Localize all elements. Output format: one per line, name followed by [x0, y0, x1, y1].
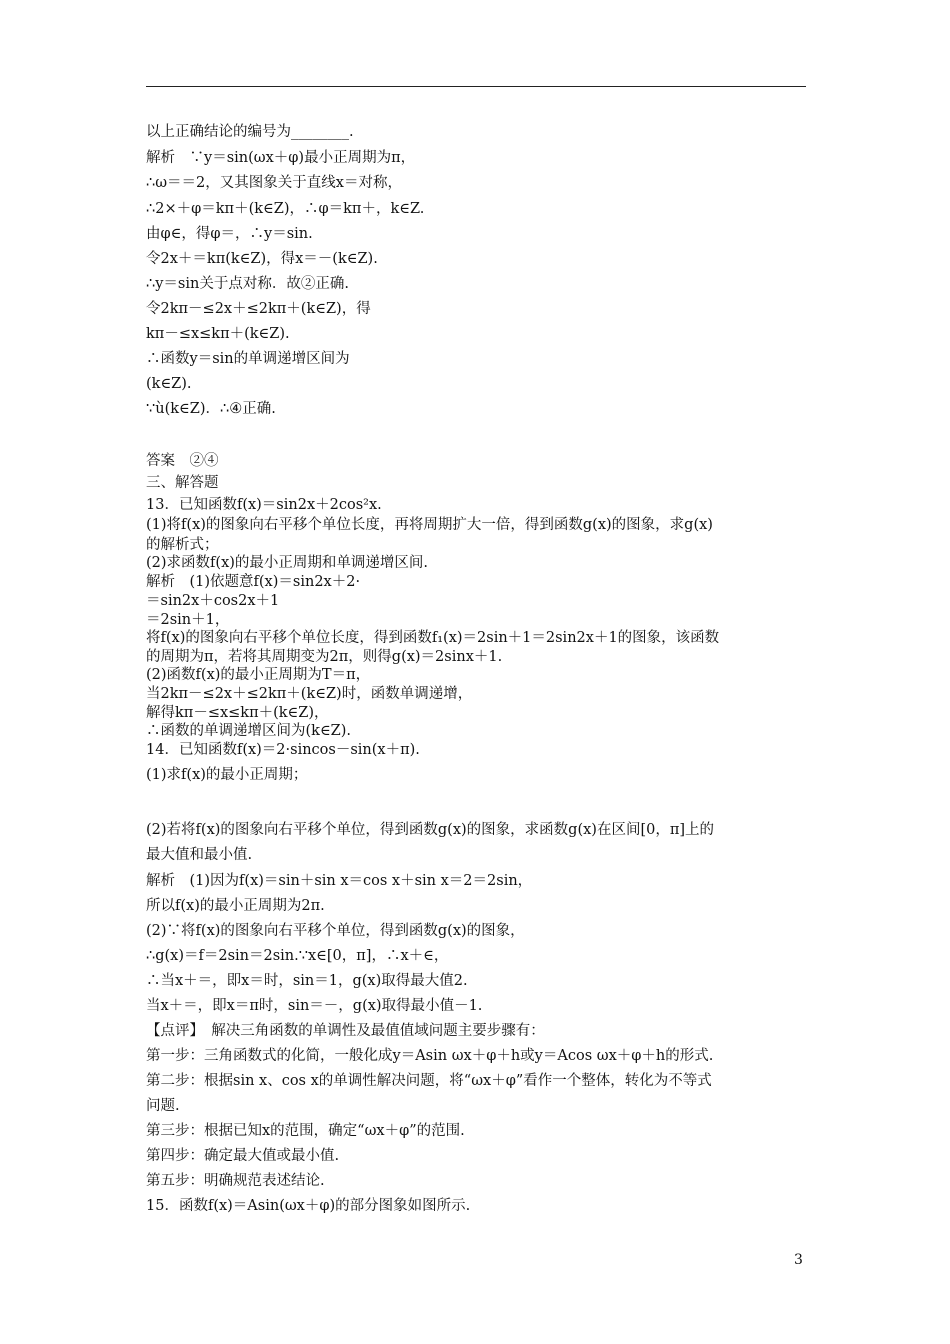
text-line: 以上正确结论的编号为________.	[146, 124, 354, 140]
text-line: ＝sin2x＋cos2x＋1	[146, 593, 280, 609]
text-line: ∴y＝sin关于点对称．故②正确.	[146, 276, 349, 292]
remark-heading: 【点评】 解决三角函数的单调性及最值值域问题主要步骤有：	[146, 1023, 545, 1039]
section-heading: 三、解答题	[146, 475, 219, 491]
text-line: 由φ∈，得φ＝，∴y＝sin.	[146, 226, 313, 242]
problem-13: 13．已知函数f(x)＝sin2x＋2cos²x.	[146, 497, 382, 513]
text-line: kπ－≤x≤kπ＋(k∈Z).	[146, 326, 290, 342]
text-line: (1)求f(x)的最小正周期；	[146, 767, 308, 783]
text-line: 解得kπ－≤x≤kπ＋(k∈Z)，	[146, 705, 329, 721]
text-line: 第五步：明确规范表述结论.	[146, 1173, 325, 1189]
header-rule	[146, 86, 806, 87]
text-line: (2)函数f(x)的最小正周期为T＝π，	[146, 667, 371, 683]
text-line: 所以f(x)的最小正周期为2π.	[146, 898, 325, 914]
text-line: ∴函数的单调递增区间为(k∈Z).	[146, 723, 352, 739]
text-line: 第四步：确定最大值或最小值.	[146, 1148, 340, 1164]
problem-15: 15．函数f(x)＝Asin(ωx＋φ)的部分图象如图所示.	[146, 1198, 471, 1214]
text-line: (k∈Z).	[146, 376, 192, 392]
text-line: 问题.	[146, 1098, 180, 1114]
text-line: 第二步：根据sin x、cos x的单调性解决问题，将“ωx＋φ”看作一个整体，转化为不等式	[146, 1073, 712, 1089]
text-line: ∴当x＋＝，即x＝时，sin＝1，g(x)取得最大值2.	[146, 973, 468, 989]
text-line: ∴函数y＝sin的单调递增区间为	[146, 351, 350, 367]
text-line: 解析 ∵y＝sin(ωx＋φ)最小正周期为π，	[146, 150, 416, 166]
answer-line: 答案 ②④	[146, 453, 219, 469]
text-line: 的解析式；	[146, 537, 219, 553]
text-line: 解析 (1)因为f(x)＝sin＋sin x＝cos x＋sin x＝2＝2sin，	[146, 873, 533, 889]
text-line: 将f(x)的图象向右平移个单位长度，得到函数f₁(x)＝2sin＋1＝2sin2x＋1的图象，该函数	[146, 630, 720, 646]
text-line: ＝2sin＋1，	[146, 612, 230, 628]
text-line: (1)将f(x)的图象向右平移个单位长度，再将周期扩大一倍，得到函数g(x)的图象，求g(x)	[146, 517, 713, 533]
text-line: (2)若将f(x)的图象向右平移个单位，得到函数g(x)的图象，求函数g(x)在区间[0，π]上的	[146, 822, 715, 838]
text-line: 第一步：三角函数式的化简，一般化成y＝Asin ωx＋φ＋h或y＝Acos ωx＋φ＋h的形式.	[146, 1048, 714, 1064]
text-line: ∴2×＋φ＝kπ＋(k∈Z)，∴φ＝kπ＋，k∈Z.	[146, 201, 425, 217]
problem-14: 14．已知函数f(x)＝2·sincos－sin(x＋π).	[146, 742, 420, 758]
text-line: 令2x＋＝kπ(k∈Z)，得x＝－(k∈Z).	[146, 251, 378, 267]
text-line: 当2kπ－≤2x＋≤2kπ＋(k∈Z)时，函数单调递增，	[146, 686, 473, 702]
page-number: 3	[794, 1252, 803, 1268]
text-line: 最大值和最小值.	[146, 847, 253, 863]
text-line: 第三步：根据已知x的范围，确定“ωx＋φ”的范围.	[146, 1123, 465, 1139]
text-line: 解析 (1)依题意f(x)＝sin2x＋2·	[146, 574, 361, 590]
text-line: (2)求函数f(x)的最小正周期和单调递增区间.	[146, 555, 429, 571]
text-line: 的周期为π，若将其周期变为2π，则得g(x)＝2sinx＋1.	[146, 649, 503, 665]
text-line: ∴g(x)＝f＝2sin＝2sin.∵x∈[0，π]，∴x＋∈，	[146, 948, 449, 964]
text-line: (2)∵将f(x)的图象向右平移个单位，得到函数g(x)的图象，	[146, 923, 525, 939]
text-line: ∵ù(k∈Z)．∴④正确.	[146, 401, 276, 417]
text-line: ∴ω＝＝2，又其图象关于直线x＝对称，	[146, 175, 402, 191]
text-line: 令2kπ－≤2x＋≤2kπ＋(k∈Z)，得	[146, 301, 371, 317]
text-line: 当x＋＝，即x＝π时，sin＝－，g(x)取得最小值－1.	[146, 998, 483, 1014]
